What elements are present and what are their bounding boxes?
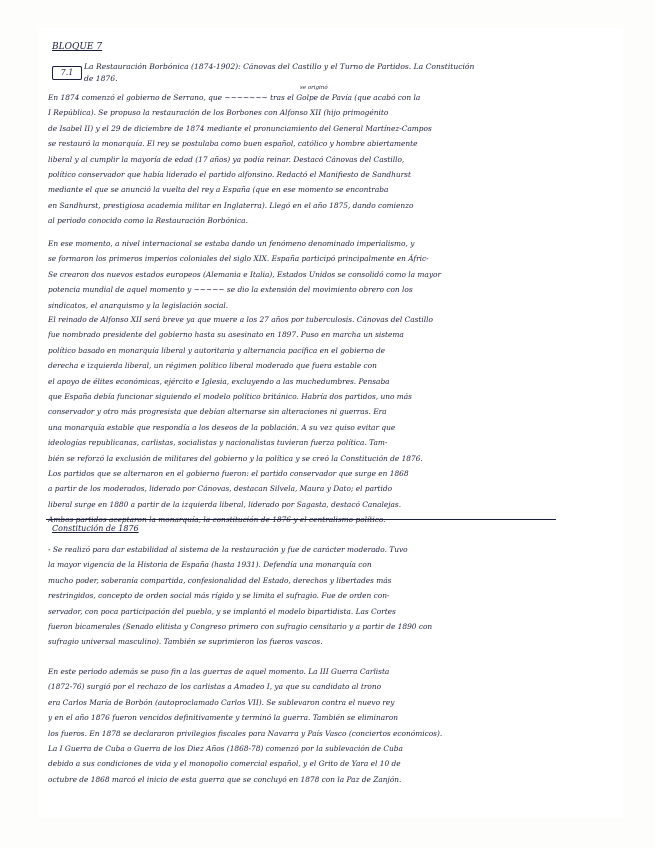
block-heading: BLOQUE 7 [52,42,103,52]
text-line: servador, con poca participación del pueblo, y se implantó el modelo bipartidista. Las Cortes [48,606,396,616]
text-line: debido a sus condiciones de vida y el monopolio comercial español, y el Grito de Yara el 10 de [48,759,401,769]
paragraph-1 [48,90,608,229]
separator-line [46,519,556,520]
text-line: se restauró la monarquía. El rey se postulaba como buen español, católico y hombre abiertamente [48,139,418,149]
text-line: - Se realizó para dar estabilidad al sistema de la restauración y fue de carácter moderado. Tuvo [48,545,408,554]
text-line: En este periodo además se puso fin a las guerras de aquel momento. La III Guerra Carlista [48,667,390,676]
text-line: fueron bicamerales (Senado elitista y Congreso primero con sufragio censitario y a partir de 1890 con [48,621,433,631]
text-line: conservador y otro más progresista que debían alternarse sin alteraciones ni guerras. Era [48,407,387,417]
text-line: La I Guerra de Cuba o Guerra de los Diez Años (1868-78) comenzó por la sublevación de Cuba [48,743,403,753]
text-line: En 1874 comenzó el gobierno de Serrano, que ~~~~~~~ tras el Golpe de Pavía (que acabó con la [48,93,421,102]
text-line: octubre de 1868 marcó el inicio de esta guerra que se concluyó en 1878 con la Paz de Zanjón. [48,774,402,784]
text-line: mucho poder, soberanía compartida, confesionalidad del Estado, derechos y libertades más [48,575,392,585]
text-line: a partir de los moderados, liderado por Cánovas, destacan Silvela, Maura y Dato; el partido [48,484,393,494]
text-line: político conservador que había liderado el partido alfonsino. Redactó el Manifiesto de Sandhurst [48,169,411,179]
text-line: el apoyo de élites económicas, ejército e Iglesia, excluyendo a las muchedumbres. Pensaba [48,376,390,386]
text-line: bién se reforzó la exclusión de militares del gobierno y la política y se creó la Constitución de 1876. [48,453,423,463]
text-line: los fueros. En 1878 se declararon privilegios fiscales para Navarra y País Vasco (conciertos económicos). [48,728,443,738]
text-line: una monarquía estable que respondía a los deseos de la población. A su vez quiso evitar que [48,422,396,432]
text-line: político basado en monarquía liberal y autoritaria y alternancia pacífica en el gobierno de [48,345,386,355]
text-line: (1872-76) surgió por el rechazo de los carlistas a Amadeo I, ya que su candidato al trono [48,682,382,692]
text-line: El reinado de Alfonso XII será breve ya que muere a los 27 años por tuberculosis. Cánovas del Castillo [48,315,433,324]
text-line: sindicatos, el anarquismo y la legislación social. [48,300,229,310]
text-line: potencia mundial de aquel momento y ~~~~~ se dio la extensión del movimiento obrero con los [48,285,413,295]
text-line: mediante el que se anunció la vuelta del rey a España (que en ese momento se encontraba [48,185,389,195]
text-line: ideologías republicanas, carlistas, socialistas y nacionalistas tuvieran fuerza política. Tam- [48,438,388,448]
paragraph-3 [48,312,608,527]
text-line: Los partidos que se alternaron en el gobierno fueron: el partido conservador que surge en 1868 [48,468,409,478]
text-line: derecha e izquierda liberal, un régimen político liberal moderado que fuera estable con [48,361,377,371]
text-line: de Isabel II) y el 29 de diciembre de 1874 mediante el pronunciamiento del General Martínez-Campos [48,123,432,133]
paragraph-5 [48,664,608,787]
text-line: Se crearon dos nuevos estados europeos (Alemania e Italia), Estados Unidos se consolidó como la mayor [48,269,441,279]
section-title-line-1: La Restauración Borbónica (1874-1902): Cánovas del Castillo y el Turno de Partidos. La Constitución [84,62,475,71]
text-line: se formaron los primeros imperios coloniales del siglo XIX. España participó principalmente en Áfric- [48,254,429,264]
text-line: sufragio universal masculino). También se suprimieron los fueros vascos. [48,637,323,647]
text-line: liberal surge en 1880 a partir de la izquierda liberal, liderado por Sagasta, destacó Canalejas. [48,499,402,509]
section-title-line-2: de 1876. [84,74,118,83]
text-line: En ese momento, a nivel internacional se estaba dando un fenómeno denominado imperialismo, y [48,239,415,248]
constitution-subheading: Constitución de 1876 [52,524,139,533]
text-line: era Carlos María de Borbón (autoproclamado Carlos VII). Se sublevaron contra el nuevo rey [48,697,395,707]
text-line: I República). Se propuso la restauración de los Borbones con Alfonso XII (hijo primogénito [48,108,389,118]
text-line: al periodo conocido como la Restauración Borbónica. [48,216,248,226]
text-line: restringidos, concepto de orden social más rígido y se limita el sufragio. Fue de orden con- [48,591,390,601]
text-line: y en el año 1876 fueron vencidos definitivamente y terminó la guerra. También se eliminaron [48,713,398,723]
text-line: en Sandhurst, prestigiosa academia militar en Inglaterra). Llegó en el año 1875, dando comienzo [48,200,414,210]
text-line: la mayor vigencia de la Historia de España (hasta 1931). Defendía una monarquía con [48,560,372,570]
inserted-note: se originó [300,85,328,91]
section-number-box: 7.1 [52,66,82,80]
text-line: liberal y al cumplir la mayoría de edad (17 años) ya podía reinar. Destacó Cánovas del Castillo, [48,154,405,164]
paragraph-4 [48,542,608,650]
paragraph-2 [48,236,608,313]
text-line: fue nombrado presidente del gobierno hasta su asesinato en 1897. Puso en marcha un sistema [48,330,404,340]
text-line: que España debía funcionar siguiendo el modelo político británico. Habría dos partidos, uno más [48,391,412,401]
